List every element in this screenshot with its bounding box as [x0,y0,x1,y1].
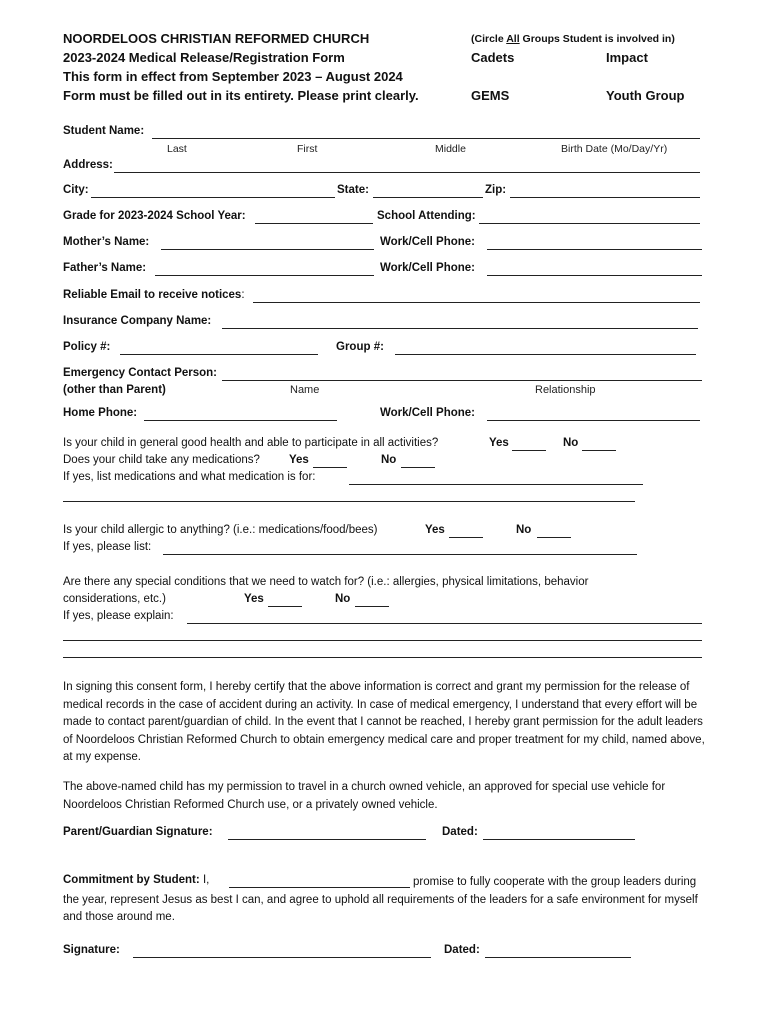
mother-label: Mother’s Name: [63,236,150,248]
emergency-work-field[interactable] [487,420,700,421]
group-label: Group #: [336,341,384,353]
health-question: Is your child in general good health and able to participate in all activities? [63,437,439,449]
special-no-field[interactable] [355,606,389,607]
meds-list-label: If yes, list medications and what medication is for: [63,471,316,483]
state-label: State: [337,184,369,196]
grade-field[interactable] [255,223,373,224]
special-no-label: No [335,593,351,605]
insurance-field[interactable] [222,328,698,329]
meds-no-field[interactable] [401,467,435,468]
address-label: Address: [63,159,113,171]
special-yes-field[interactable] [268,606,302,607]
student-dated-field[interactable] [485,957,631,958]
group-field[interactable] [395,354,696,355]
form-title: 2023-2024 Medical Release/Registration Form [63,50,345,65]
meds-list-field-2[interactable] [63,501,635,502]
father-label: Father’s Name: [63,262,147,274]
sub-name: Name [290,384,320,396]
home-phone-field[interactable] [144,420,337,421]
email-field[interactable] [253,302,700,303]
email-label: Reliable Email to receive notices: [63,289,245,301]
groups-note: (Circle All Groups Student is involved in) [471,33,675,45]
special-yes-label: Yes [244,593,264,605]
mother-work-label: Work/Cell Phone: [380,236,475,248]
school-label: School Attending: [377,210,476,222]
emergency-label: Emergency Contact Person: [63,367,218,379]
special-explain-field-2[interactable] [63,640,702,641]
policy-field[interactable] [120,354,318,355]
parent-signature-label: Parent/Guardian Signature: [63,826,213,838]
church-name: NOORDELOOS CHRISTIAN REFORMED CHURCH [63,31,370,46]
sub-first: First [297,143,318,155]
other-than-parent: (other than Parent) [63,384,166,396]
group-youth[interactable]: Youth Group [606,88,685,103]
health-no-field[interactable] [582,450,616,451]
father-field[interactable] [155,275,374,276]
state-field[interactable] [373,197,483,198]
student-signature-label: Signature: [63,944,120,956]
student-signature-field[interactable] [133,957,431,958]
parent-dated-field[interactable] [483,839,635,840]
emergency-field[interactable] [222,380,702,381]
group-gems[interactable]: GEMS [471,88,510,103]
zip-label: Zip: [485,184,507,196]
insurance-label: Insurance Company Name: [63,315,212,327]
meds-yes-label: Yes [289,454,309,466]
father-work-label: Work/Cell Phone: [380,262,475,274]
special-explain-field[interactable] [187,623,702,624]
travel-paragraph: The above-named child has my permission to travel in a church owned vehicle, an approved for special use vehicle for Noordeloos Christian Reformed Church use, or a privately owned vehicle. [63,781,666,811]
effective-dates: This form in effect from September 2023 – August 2024 [63,69,403,84]
student-name-field[interactable] [152,138,700,139]
emergency-work-label: Work/Cell Phone: [380,407,475,419]
allergic-yes-label: Yes [425,524,445,536]
parent-dated-label: Dated: [442,826,478,838]
sub-middle: Middle [435,143,466,155]
sub-last: Last [167,143,187,155]
allergic-list-field[interactable] [163,554,637,555]
special-question-cont: considerations, etc.) [63,593,166,605]
parent-signature-field[interactable] [228,839,426,840]
special-question: Are there any special conditions that we need to watch for? (i.e.: allergies, physical limitations, behavior [63,576,589,588]
instructions: Form must be filled out in its entirety. Please print clearly. [63,88,419,103]
consent-paragraph: In signing this consent form, I hereby certify that the above information is correct and grant my permission for the release of medical records in the case of accident during an activity. In case of medical emergency, I understand that every effort will be made to contact parent/guardian of child. In the event that I cannot be reached, I hereby grant permission for the adult leaders of Noordeloos Christian Reformed Church to obtain emergency medical care and proper treatment for my child, named above, at my expense. [63,681,705,763]
policy-label: Policy #: [63,341,111,353]
meds-question: Does your child take any medications? [63,454,260,466]
special-explain-field-3[interactable] [63,657,702,658]
group-impact[interactable]: Impact [606,50,648,65]
mother-field[interactable] [161,249,374,250]
meds-no-label: No [381,454,397,466]
zip-field[interactable] [510,197,700,198]
city-label: City: [63,184,89,196]
health-no-label: No [563,437,579,449]
city-field[interactable] [91,197,335,198]
father-work-field[interactable] [487,275,702,276]
allergic-no-label: No [516,524,532,536]
commitment-text: promise to fully cooperate with the group leaders during the year, represent Jesus as best I can, and agree to uphold all requirements of the leaders for a safe environment for myself and those around me. [63,876,698,923]
sub-birth: Birth Date (Mo/Day/Yr) [561,143,668,155]
mother-work-field[interactable] [487,249,702,250]
meds-list-field[interactable] [349,484,643,485]
group-cadets[interactable]: Cadets [471,50,515,65]
meds-yes-field[interactable] [313,467,347,468]
allergic-question: Is your child allergic to anything? (i.e.: medications/food/bees) [63,524,378,536]
allergic-yes-field[interactable] [449,537,483,538]
special-explain-label: If yes, please explain: [63,610,174,622]
commitment-first-line: Commitment by Student: I, [63,874,210,886]
school-field[interactable] [479,223,700,224]
sub-relationship: Relationship [535,384,596,396]
student-name-label: Student Name: [63,125,145,137]
grade-label: Grade for 2023-2024 School Year: [63,210,246,222]
allergic-no-field[interactable] [537,537,571,538]
health-yes-label: Yes [489,437,509,449]
home-phone-label: Home Phone: [63,407,138,419]
allergic-list-label: If yes, please list: [63,541,152,553]
health-yes-field[interactable] [512,450,546,451]
student-dated-label: Dated: [444,944,480,956]
address-field[interactable] [114,172,700,173]
